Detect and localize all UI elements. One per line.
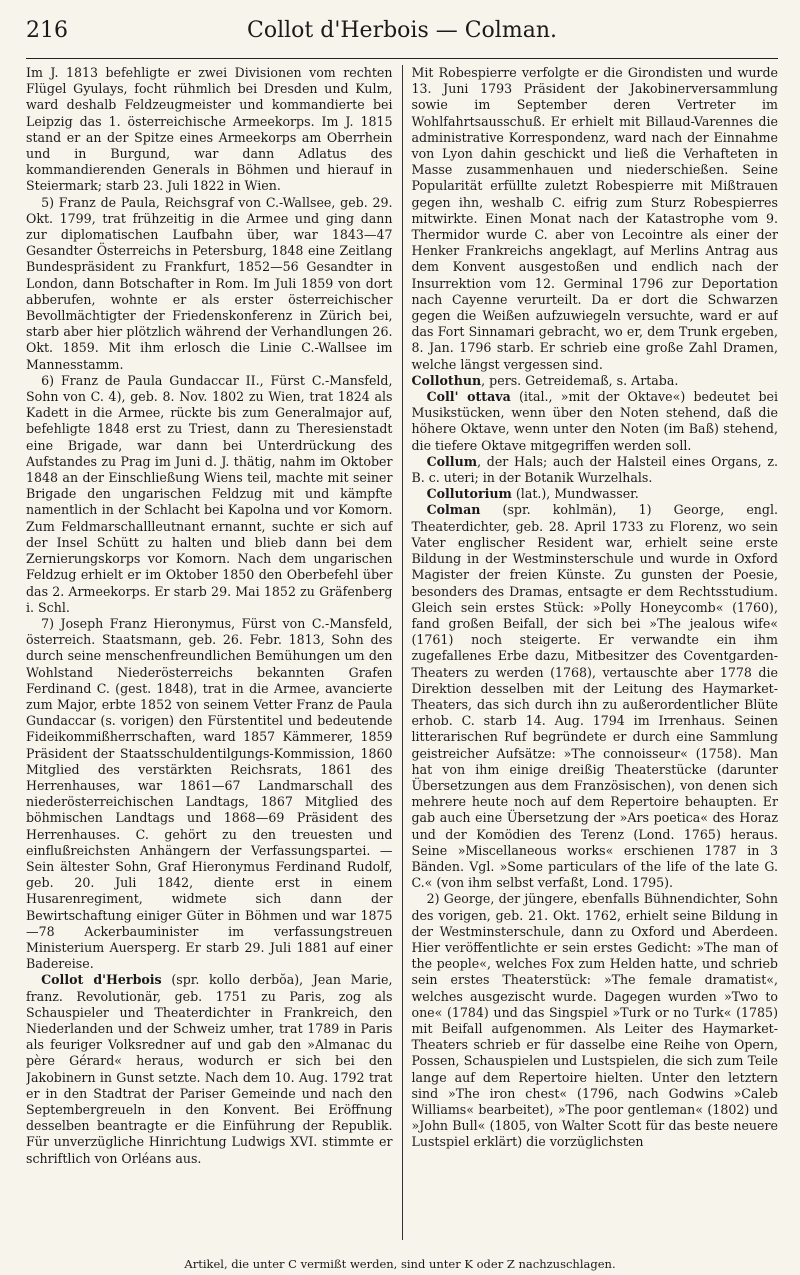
column-divider: [402, 65, 403, 1240]
article-text: Mit Robespierre verfolgte er die Girondisten und wurde 13. Juni 1793 Präsident der Jakobinerversammlung sowie im September deren Vertreter im Wohlfahrtsausschuß. Er erhielt mit Billaud-Varennes die administrative Korrespondenz, ward nach der Einnahme von Lyon dahin geschickt und ließ die Verhafteten in Masse zusammenhauen und niederschießen. Seine Popularität erfüllte zuletzt Robespierre mit Mißtrauen gegen ihn, weshalb C. eifrig zum Sturz Robespierres mitwirkte. Einen Monat nach der Katastrophe vom 9. Thermidor wurde C. aber von Lecointre als einer der Henker Frankreichs angeklagt, auf Merlins Antrag aus dem Konvent ausgestoßen und endlich nach der Insurrektion vom 12. Germinal 1796 zur Deportation nach Cayenne verurteilt. Da er dort die Schwarzen gegen die Weißen aufzuwiegeln versuchte, ward er auf das Fort Sinnamari gebracht, wo er, dem Trunk ergeben, 8. Jan. 1796 starb. Er schrieb eine große Zahl Dramen, welche längst vergessen sind.: [411, 65, 778, 372]
article-text: 6) Franz de Paula Gundaccar II., Fürst C.-Mansfeld, Sohn von C. 4), geb. 8. Nov. 1802 zu Wien, trat 1824 als Kadett in die Armee, rückte bis zum Generalmajor auf, befehligte 1848 erst zu Triest, dann zu Theresienstadt eine Brigade, war dann bei Unterdrückung des Aufstandes zu Prag im Juni d. J. thätig, nahm im Oktober 1848 an der Einschließung Wiens teil, machte mit seiner Brigade den ungarischen Feldzug mit und kämpfte namentlich in der Schlacht bei Kapolna und vor Komorn. Zum Feldmarschallleutnant ernannt, suchte er sich auf der Insel Schütt zu halten und blieb dann bei dem Zernierungskorps vor Komorn. Nach dem ungarischen Feldzug erhielt er im Oktober 1850 den Oberbefehl über das 2. Armeekorps. Er starb 29. Mai 1852 zu Gräfenberg i. Schl.: [26, 372, 393, 615]
page-header: [26, 18, 778, 59]
article-paragraph: [411, 891, 778, 1150]
article-paragraph: [411, 486, 778, 502]
page-footer-note: Artikel, die unter C vermißt werden, sind unter K oder Z nachzuschlagen.: [184, 1257, 616, 1271]
article-headword: Colman: [426, 502, 481, 518]
article-paragraph: [411, 454, 778, 486]
article-text: Im J. 1813 befehligte er zwei Divisionen vom rechten Flügel Gyulays, focht rühmlich bei Dresden und Kulm, ward deshalb Feldzeugmeister und kommandierte bei Leipzig das 1. österreichische Armeekorps. Im J. 1815 stand er an der Spitze eines Armeekorps am Oberrhein und in Burgund, war dann Adlatus des kommandierenden Generals in Böhmen und hierauf in Steiermark; starb 23. Juli 1822 in Wien.: [26, 65, 393, 194]
left-column: [26, 65, 393, 1240]
article-text: 7) Joseph Franz Hieronymus, Fürst von C.-Mansfeld, österreich. Staatsmann, geb. 26. Febr. 1813, Sohn des durch seine menschenfreundlichen Bemühungen um den Wohlstand Niederösterreichs bekannten Grafen Ferdinand C. (gest. 1848), trat in die Armee, avancierte zum Major, erbte 1852 von seinem Vetter Franz de Paula Gundaccar (s. vorigen) den Fürstentitel und bedeutende Fideikommißherrschaften, ward 1857 Kämmerer, 1859 Präsident der Staatsschuldentilgungs-Kommission, 1860 Mitglied des verstärkten Reichsrats, 1861 des Herrenhauses, war 1861—67 Landmarschall des niederösterreichischen Landtags, 1867 Mitglied des böhmischen Landtags und 1868—69 Präsident des Herrenhauses. C. gehört zu den treuesten und einflußreichsten Anhängern der Verfassungspartei. — Sein ältester Sohn, Graf Hieronymus Ferdinand Rudolf, geb. 20. Juli 1842, diente erst in einem Husarenregiment, widmete sich dann der Bewirtschaftung einiger Güter in Böhmen und war 1875—78 Ackerbauminister im verfassungstreuen Ministerium Auersperg. Er starb 29. Juli 1881 auf einer Badereise.: [26, 615, 393, 972]
article-paragraph: [26, 972, 393, 1166]
article-headword: Collothun: [411, 372, 482, 388]
article-text: , der Hals; auch der Halsteil eines Organs, z. B. c. uteri; in der Botanik Wurzelhals.: [411, 453, 778, 486]
article-headword: Coll' ottava: [426, 389, 511, 405]
article-text: 2) George, der jüngere, ebenfalls Bühnendichter, Sohn des vorigen, geb. 21. Okt. 1762, erhielt seine Bildung in der Westminsterschule, dann zu Oxford und Aberdeen. Hier veröffentlichte er sein erstes Gedicht: »The man of the people«, welches Fox zum Helden hatte, und schrieb sein erstes Theaterstück: »The female dramatist«, welches ausgezischt wurde. Dagegen wurden »Two to one« (1784) und das Singspiel »Turk or no Turk« (1785) mit Beifall aufgenommen. Als Leiter des Haymarket-Theaters schrieb er für dasselbe eine Reihe von Opern, Possen, Schauspielen und Lustspielen, die sich zum Teile lange auf dem Repertoire hielten. Unter den letztern sind »The iron chest« (1796, nach Godwins »Caleb Williams« bearbeitet), »The poor gentleman« (1802) und »John Bull« (1805, von Walter Scott für das beste neuere Lustspiel erklärt) die vorzüglichsten: [411, 891, 778, 1150]
article-paragraph: [26, 373, 393, 616]
article-paragraph: [411, 65, 778, 373]
page-number: 216: [26, 18, 68, 43]
running-head: Collot d'Herbois — Colman.: [247, 18, 557, 43]
article-paragraph: [411, 502, 778, 891]
article-paragraph: [26, 616, 393, 972]
article-text: (lat.), Mundwasser.: [511, 486, 639, 502]
article-paragraph: [411, 373, 778, 389]
article-paragraph: [26, 195, 393, 373]
article-paragraph: [26, 65, 393, 195]
article-headword: Collot d'Herbois: [41, 972, 162, 988]
text-columns: [26, 65, 778, 1240]
article-text: (ital., »mit der Oktave«) bedeutet bei Musikstücken, wenn über den Noten stehend, daß die höhere Oktave, wenn unter den Noten (im Baß) stehend, die tiefere Oktave mitgegriffen werden soll.: [411, 389, 778, 453]
article-headword: Collutorium: [426, 486, 512, 502]
article-headword: Collum: [426, 453, 478, 469]
article-paragraph: [411, 389, 778, 454]
article-text: (spr. kollo derbŏa), Jean Marie, franz. Revolutionär, geb. 1751 zu Paris, zog als Schauspieler und Theaterdichter in Frankreich, den Niederlanden und der Schweiz umher, trat 1789 in Paris als feuriger Volksredner auf und gab den »Almanac du père Gérard« heraus, wodurch er sich bei den Jakobinern in Gunst setzte. Nach dem 10. Aug. 1792 trat er in den Stadtrat der Pariser Gemeinde und nach den Septembergreueln in den Konvent. Bei Eröffnung desselben beantragte er die Einführung der Republik. Für unverzügliche Hinrichtung Ludwigs XVI. stimmte er schriftlich von Orléans aus.: [26, 972, 393, 1166]
article-text: 5) Franz de Paula, Reichsgraf von C.-Wallsee, geb. 29. Okt. 1799, trat frühzeitig in die Armee und ging dann zur diplomatischen Laufbahn über, war 1843—47 Gesandter Österreichs in Petersburg, 1848 eine Zeitlang Bundespräsident zu Frankfurt, 1852—56 Gesandter in London, dann Botschafter in Rom. Im Juli 1859 von dort abberufen, wohnte er als erster österreichischer Bevollmächtigter der Friedenskonferenz in Zürich bei, starb aber hier plötzlich während der Verhandlungen 26. Okt. 1859. Mit ihm erlosch die Linie C.-Wallsee im Mannesstamm.: [26, 194, 393, 372]
article-text: , pers. Getreidemaß, s. Artaba.: [481, 372, 679, 388]
article-text: (spr. kohlmän), 1) George, engl. Theaterdichter, geb. 28. April 1733 zu Florenz, wo sein Vater englischer Resident war, erhielt seine erste Bildung in der Westminsterschule und wurde in Oxford Magister der freien Künste. Zu gunsten der Poesie, besonders des Dramas, entsagte er dem Rechtsstudium. Gleich sein erstes Stück: »Polly Honeycomb« (1760), fand großen Beifall, der sich bei »The jealous wife« (1761) noch steigerte. Er verwandte ein ihm zugefallenes Erbe dazu, Mitbesitzer des Coventgarden-Theaters zu werden (1768), vertauschte aber 1778 die Direktion desselben mit der Leitung des Haymarket-Theaters, das sich durch ihn zu außerordentlicher Blüte erhob. C. starb 14. Aug. 1794 im Irrenhaus. Seinen litterarischen Ruf begründete er durch eine Sammlung geistreicher Aufsätze: »The connoisseur« (1758). Man hat von ihm einige dreißig Theaterstücke (darunter Übersetzungen aus dem Französischen), von denen sich mehrere heute noch auf dem Repertoire behaupten. Er gab auch eine Übersetzung der »Ars poetica« des Horaz und der Komödien des Terenz (Lond. 1765) heraus. Seine »Miscellaneous works« erschienen 1787 in 3 Bänden. Vgl. »Some particulars of the life of the late G. C.« (von ihm selbst verfaßt, Lond. 1795).: [411, 502, 778, 891]
right-column: [411, 65, 778, 1240]
